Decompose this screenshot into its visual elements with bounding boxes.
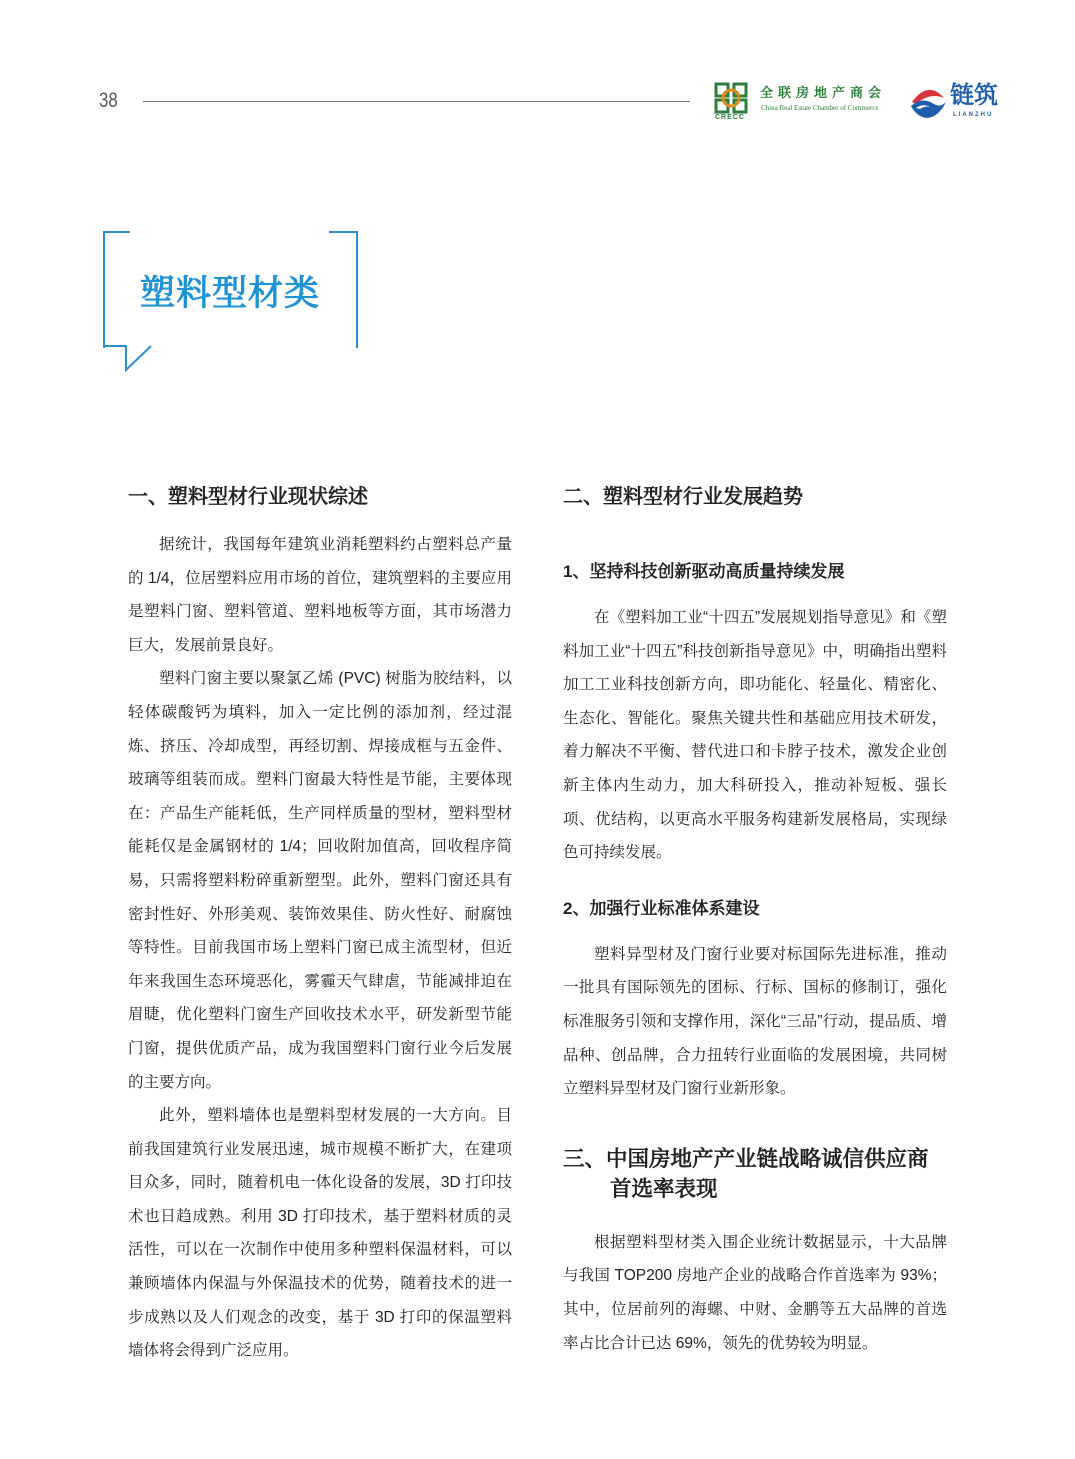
right-column — [563, 484, 947, 1360]
page-number: 38 — [99, 89, 118, 112]
paragraph: 塑料异型材及门窗行业要对标国际先进标准，推动一批具有国际领先的团标、行标、国标的修制订，强化标准服务引领和支撑作用，深化“三品”行动，提品质、增品种、创品牌，合力扭转行业面临的发展困境，共同树立塑料异型材及门窗行业新形象。 — [563, 945, 947, 1098]
header-divider — [143, 101, 690, 102]
subsection-2-heading: 2、加强行业标准体系建设 — [563, 898, 760, 918]
left-column — [128, 484, 512, 1368]
paragraph: 此外，塑料墙体也是塑料型材发展的一大方向。目前我国建筑行业发展迅速，城市规模不断扩大，在建项目众多，同时，随着机电一体化设备的发展，3D 打印技术也日趋成熟。利用 3D 打印技术，基于塑料材质的灵活性，可以在一次制作中使用多种塑料保温材料，可以兼顾墙体内保温与外保温技术的优势，随着技术的进一步成熟以及人们观念的改变，基于 3D 打印的保温塑料墙体将会得到广泛应用。 — [128, 1107, 512, 1360]
section-2-heading: 二、塑料型材行业发展趋势 — [563, 486, 803, 508]
paragraph: 根据塑料型材类入围企业统计数据显示，十大品牌与我国 TOP200 房地产企业的战略合作首选率为 93%；其中，位居前列的海螺、中财、金鹏等五大品牌的首选率占比合计已达 69%，领先的优势较为明显。 — [563, 1233, 947, 1352]
section-1-heading: 一、塑料型材行业现状综述 — [128, 486, 368, 508]
lianzhu-logo-icon — [908, 82, 948, 122]
paragraph: 据统计，我国每年建筑业消耗塑料约占塑料总产量的 1/4，位居塑料应用市场的首位，建筑塑料的主要应用是塑料门窗、塑料管道、塑料地板等方面，其市场潜力巨大，发展前景良好。 — [128, 536, 512, 654]
paragraph: 塑料门窗主要以聚氯乙烯 (PVC) 树脂为胶结料，以轻体碳酸钙为填料，加入一定比例的添加剂，经过混炼、挤压、冷却成型，再经切割、焊接成框与五金件、玻璃等组装而成。塑料门窗最大特性是节能，主要体现在：产品生产能耗低，生产同样质量的型材，塑料型材能耗仅是金属钢材的 1/4；回收附加值高，回收程序简易，只需将塑料粉碎重新塑型。此外，塑料门窗还具有密封性好、外形美观、装饰效果佳、防火性好、耐腐蚀等特性。目前我国市场上塑料门窗已成主流型材，但近年来我国生态环境恶化，雾霾天气肆虐，节能减排迫在眉睫，优化塑料门窗生产回收技术水平，研发新型节能门窗，提供优质产品，成为我国塑料门窗行业今后发展的主要方向。 — [128, 670, 512, 1091]
section-3-heading: 三、中国房地产产业链战略诚信供应商首选率表现 — [563, 1146, 929, 1201]
crecc-name-cn: 全联房地产商会 — [760, 86, 887, 101]
section-1-body — [128, 528, 512, 1368]
page-title: 塑料型材类 — [140, 274, 321, 313]
lianzhu-name-cn: 链筑 — [950, 82, 998, 109]
subsection-1-heading: 1、坚持科技创新驱动高质量持续发展 — [563, 562, 845, 581]
crecc-logo-icon — [714, 82, 750, 114]
crecc-name-en: China Real Estate Chamber of Commerce — [761, 104, 879, 112]
lianzhu-name-en: LIANZHU — [953, 112, 994, 118]
paragraph: 在《塑料加工业“十四五”发展规划指导意见》和《塑料加工业“十四五”科技创新指导意见》中，明确指出塑料加工工业科技创新方向，即功能化、轻量化、精密化、生态化、智能化。聚焦关键共性和基础应用技术研发，着力解决不平衡、替代进口和卡脖子技术，激发企业创新主体内生动力，加大科研投入，推动补短板、强长项、优结构，以更高水平服务构建新发展格局，实现绿色可持续发展。 — [563, 609, 947, 862]
crecc-abbr: CRECC — [715, 114, 745, 121]
